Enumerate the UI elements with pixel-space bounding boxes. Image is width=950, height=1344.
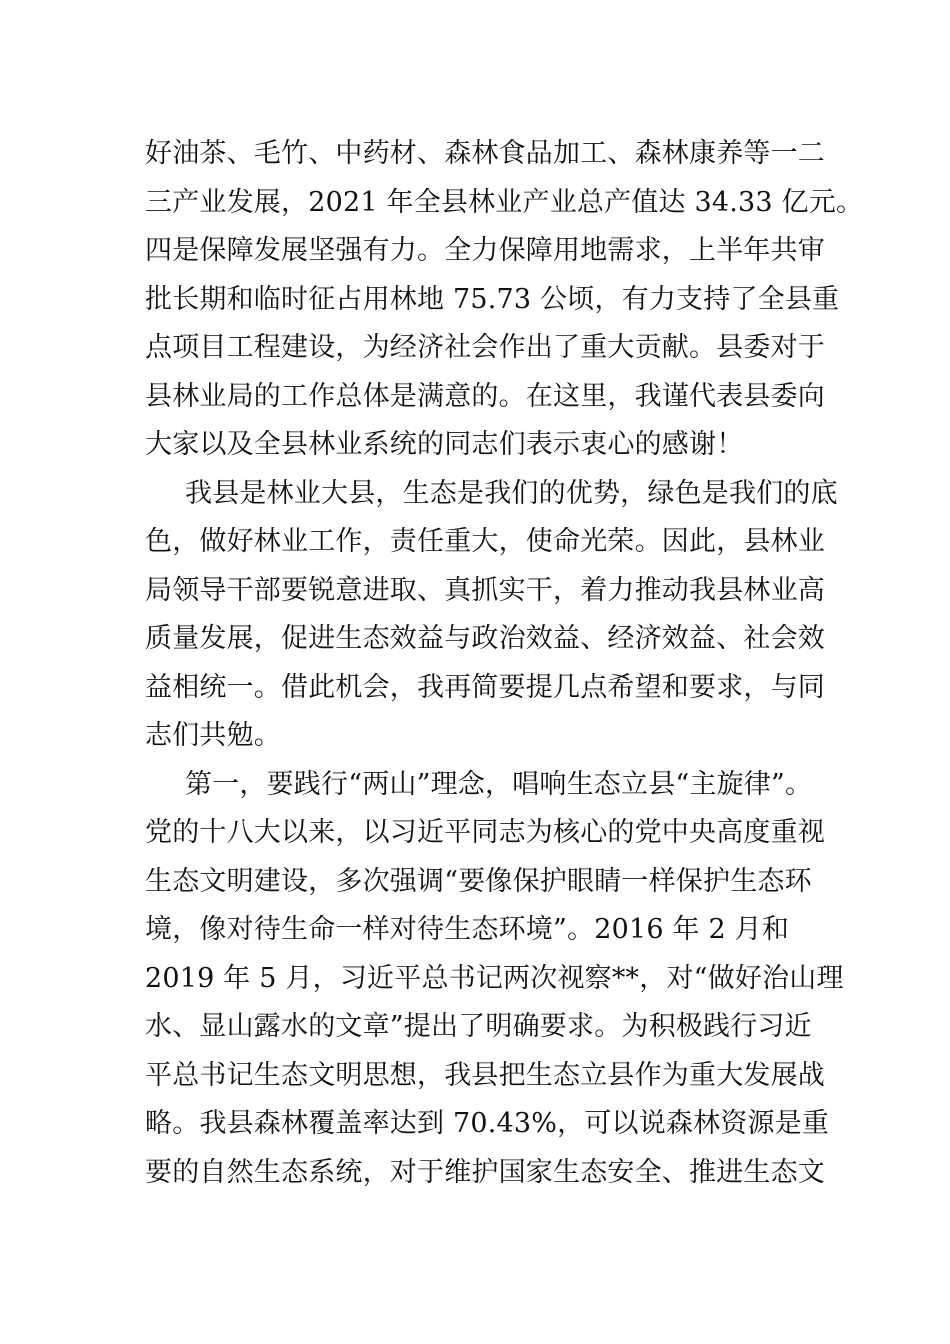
document-body [145,130,864,1197]
text-line-21: 略。我县森林覆盖率达到 70.43%，可以说森林资源是重 [145,1108,830,1139]
text-line-6: 县林业局的工作总体是满意的。在这里，我谨代表县委向 [145,380,825,412]
text-line-9: 色，做好林业工作，责任重大，使命光荣。因此，县林业 [145,526,825,557]
text-line-2: 三产业发展，2021 年全县林业产业总产值达 34.33 亿元。 [145,186,864,218]
text-line-3: 四是保障发展坚强有力。全力保障用地需求，上半年共审 [145,235,825,266]
text-line-15: 党的十八大以来，以习近平同志为核心的党中央高度重视 [145,817,825,848]
text-line-19: 水、显山露水的文章”提出了明确要求。为积极践行习近 [145,1011,812,1042]
text-line-4: 批长期和临时征占用林地 75.73 公顷，有力支持了全县重 [145,283,840,315]
text-line-18: 2019 年 5 月，习近平总书记两次视察**，对“做好治山理 [145,962,844,994]
text-line-11: 质量发展，促进生态效益与政治效益、经济效益、社会效 [145,623,825,654]
text-line-16: 生态文明建设，多次强调“要像保护眼睛一样保护生态环 [145,865,812,897]
text-line-7: 大家以及全县林业系统的同志们表示衷心的感谢！ [145,429,744,460]
text-line-8: 我县是林业大县，生态是我们的优势，绿色是我们的底 [185,477,838,509]
text-line-14: 第一，要践行“两山”理念，唱响生态立县“主旋律”。 [185,768,813,800]
text-line-17: 境，像对待生命一样对待生态环境”。2016 年 2 月和 [145,914,790,945]
text-line-1: 好油茶、毛竹、中药材、森林食品加工、森林康养等一二 [145,138,825,169]
text-line-12: 益相统一。借此机会，我再简要提几点希望和要求，与同 [145,671,825,703]
text-line-5: 点项目工程建设，为经济社会作出了重大贡献。县委对于 [145,332,825,363]
text-line-20: 平总书记生态文明思想，我县把生态立县作为重大发展战 [145,1059,825,1091]
text-line-13: 志们共勉。 [145,720,281,751]
text-line-22: 要的自然生态系统，对于维护国家生态安全、推进生态文 [145,1156,825,1188]
text-line-10: 局领导干部要锐意进取、真抓实干，着力推动我县林业高 [145,574,825,606]
